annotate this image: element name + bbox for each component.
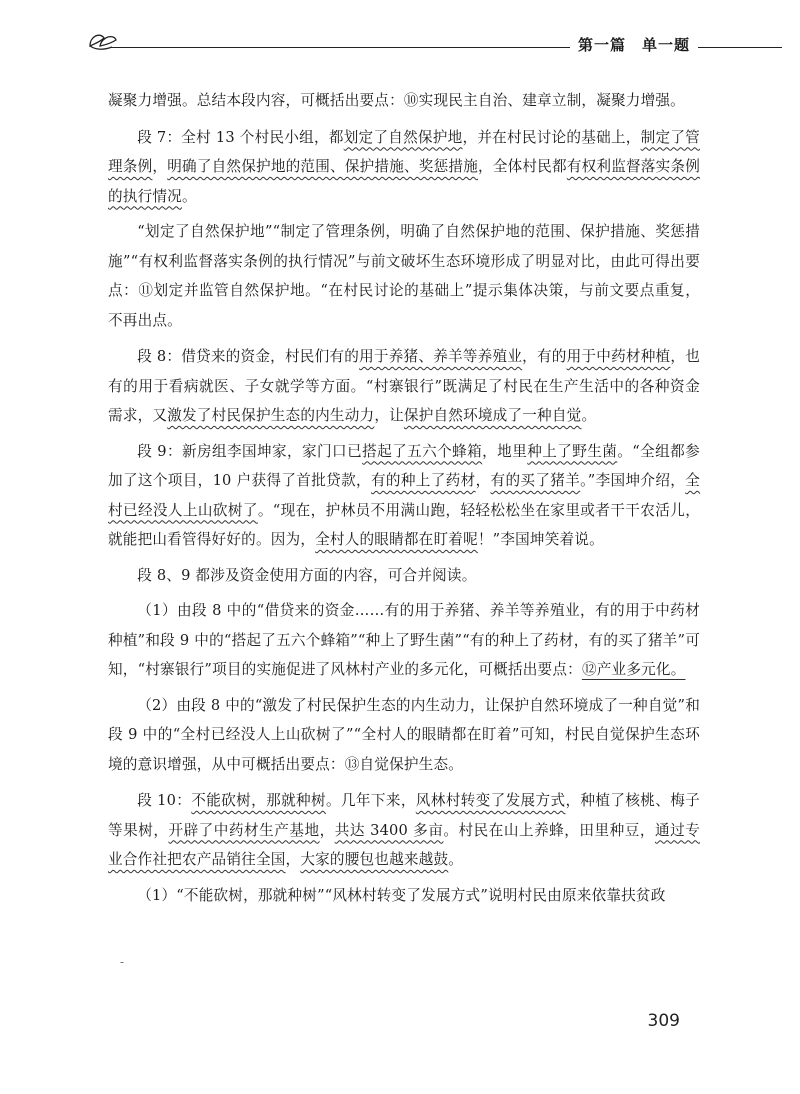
wavy-underline-text: 种上了野生菌 [527, 442, 618, 460]
paragraph-segment-8: 段 8：借贷来的资金，村民们有的用于养猪、养羊等养殖业，有的用于中药材种植，也有的用于看病就医、子女就学等方面。“村寨银行”既满足了村民在生产生活中的各种资金需求，又激发了村民保护生态的内生动力，让保护自然环境成了一种自觉。 [108, 348, 700, 424]
paragraph-analysis-11: “划定了自然保护地”“制定了管理条例，明确了自然保护地的范围、保护措施、奖惩措施”“有权利监督落实条例的执行情况”与前文破坏生态环境形成了明显对比，由此可得出要点：⑪划定并监管自然保护地。“在村民讨论的基础上”提示集体决策，与前文要点重复，不再出点。 [108, 223, 700, 329]
underlined-point: ⑫产业多元化。 [581, 661, 686, 678]
wavy-underline-text: 不能砍树，那就种树 [191, 792, 326, 809]
page-body [108, 86, 700, 916]
paragraph-summary-10: 凝聚力增强。总结本段内容，可概括出要点：⑩实现民主自治、建章立制，凝聚力增强。 [108, 92, 685, 109]
paragraph-merge-note: 段 8、9 都涉及资金使用方面的内容，可合并阅读。 [137, 566, 477, 584]
wavy-underline-text: 大家的腰包也越来越鼓 [300, 851, 449, 868]
wavy-underline-text: 明确了自然保护地的范围、保护措施、奖惩措施 [167, 158, 479, 175]
wavy-underline-text: 划定了自然保护地 [343, 128, 463, 146]
section-title: 第一篇 单一题 [570, 34, 698, 55]
running-header [92, 28, 782, 58]
paragraph-segment-10: 段 10：不能砍树，那就种树。几年下来，风林村转变了发展方式，种植了核桃、梅子等果树，开辟了中药材生产基地，共达 3400 多亩。村民在山上养蜂，田里种豆，通过专业合作社把农产品销往全国，大家的腰包也越来越鼓。 [108, 792, 700, 868]
wavy-underline-text: 共达 3400 多亩 [334, 821, 444, 839]
wavy-underline-text: 有权利监督落实条例的执行情况 [108, 158, 701, 205]
paragraph-analysis-13: （2）由段 8 中的“激发了村民保护生态的内生动力，让保护自然环境成了一种自觉”和段 9 中的“全村已经没人上山砍树了”“全村人的眼睛都在盯着”可知，村民自觉保护生态环境的意识增强，从中可概括出要点：⑬自觉保护生态。 [108, 696, 700, 773]
paragraph-segment-9: 段 9：新房组李国坤家，家门口已搭起了五六个蜂箱，地里种上了野生菌。“全组都参加了这个项目，10 户获得了首批贷款，有的种上了药材，有的买了猪羊。”李国坤介绍，全村已经没人上山砍树了。“现在，护林员不用满山跑，轻轻松松坐在家里或者干干农活儿，就能把山看管得好好的。因为，全村人的眼睛都在盯着呢！”李国坤笑着说。 [108, 442, 701, 548]
wavy-underline-text: 风林村转变了发展方式 [415, 792, 566, 809]
paragraph-segment-7: 段 7：全村 13 个村民小组，都划定了自然保护地，并在村民讨论的基础上，制定了管理条例，明确了自然保护地的范围、保护措施、奖惩措施，全体村民都有权利监督落实条例的执行情况。 [108, 128, 701, 205]
wavy-underline-text: 开辟了中药材生产基地 [168, 821, 320, 839]
wavy-underline-text: 用于养猪、养羊等养殖业 [359, 348, 523, 365]
paragraph-analysis-10-1: （1）“不能砍树，那就种树”“风林村转变了发展方式”说明村民由原来依靠扶贫政 [137, 886, 666, 904]
wavy-underline-text: 全村已经没人上山砍树了 [108, 472, 701, 519]
wavy-underline-text: 全村人的眼睛都在盯着呢 [315, 531, 478, 548]
stray-mark: - [120, 955, 125, 969]
wavy-underline-text: 用于中药材种植 [566, 348, 671, 365]
wavy-underline-text: 制定了管理条例 [108, 128, 700, 175]
page-number: 309 [647, 1011, 680, 1031]
wavy-underline-text: 通过专业合作社把农产品销往全国 [108, 821, 700, 868]
wavy-underline-text: 激发了村民保护生态的内生动力 [167, 407, 375, 424]
wavy-underline-text: 搭起了五六个蜂箱 [362, 442, 483, 460]
wavy-underline-text: 保护自然环境成了一种自觉 [403, 407, 582, 424]
leaf-ornament-icon [86, 28, 126, 54]
paragraph-analysis-12: （1）由段 8 中的“借贷来的资金……有的用于养猪、养羊等养殖业，有的用于中药材种植”和段 9 中的“搭起了五六个蜂箱”“种上了野生菌”“有的种上了药材，有的买了猪羊”可知，“村寨银行”项目的实施促进了风林村产业的多元化，可概括出要点：⑫产业多元化。 [108, 602, 700, 678]
wavy-underline-text: 有的买了猪羊 [490, 472, 581, 489]
wavy-underline-text: 有的种上了药材 [370, 472, 476, 489]
